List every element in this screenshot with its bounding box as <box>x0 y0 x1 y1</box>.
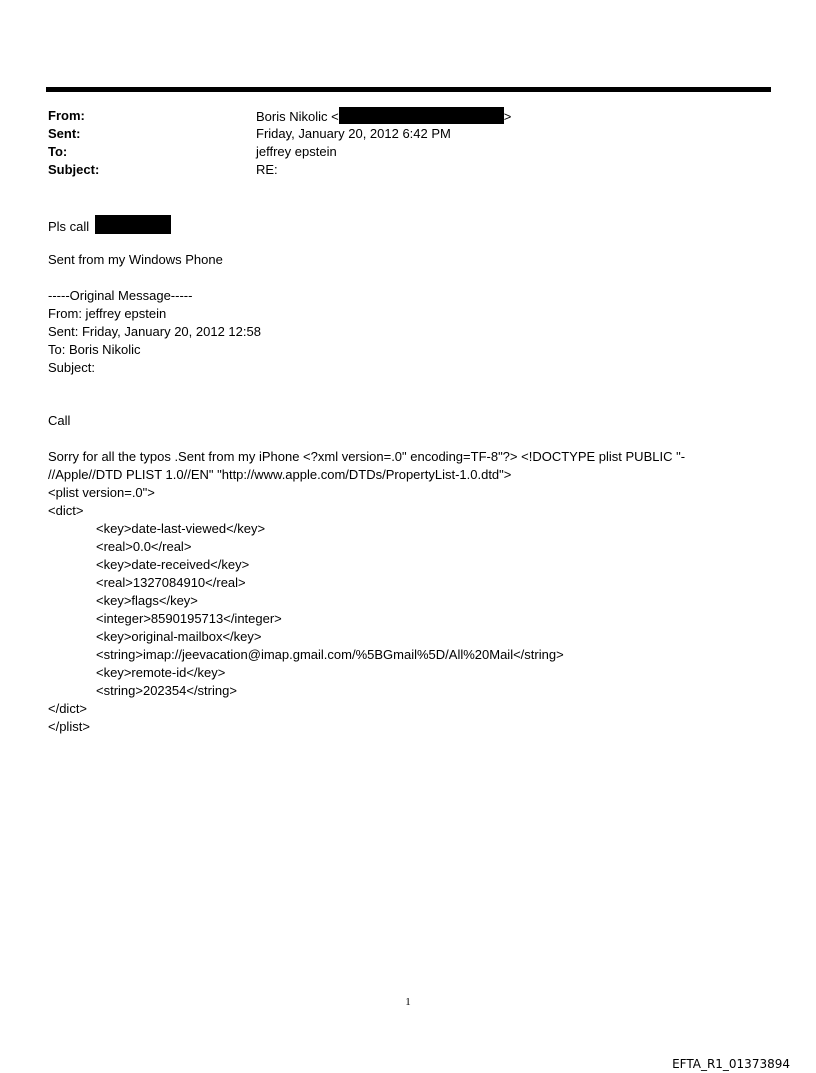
sent-value: Friday, January 20, 2012 6:42 PM <box>256 126 451 141</box>
document-id-stamp: EFTA_R1_01373894 <box>672 1057 790 1071</box>
signature-line-1: Sorry for all the typos .Sent from my iPhone <?xml version=.0" encoding=TF-8"?> <!DOCTYPE plist PUBLIC "- <box>48 449 686 464</box>
dict-line: <string>202354</string> <box>96 683 237 698</box>
original-from: From: jeffrey epstein <box>48 306 167 321</box>
redaction-box <box>95 215 171 234</box>
sent-from-windows: Sent from my Windows Phone <box>48 252 223 267</box>
original-subject: Subject: <box>48 360 95 375</box>
dict-line: <key>remote-id</key> <box>96 665 226 680</box>
redaction-box <box>339 107 504 124</box>
to-value: jeffrey epstein <box>256 144 337 159</box>
from-name: Boris Nikolic < <box>256 109 339 124</box>
subject-label: Subject: <box>48 162 100 177</box>
plist-close-tag: </plist> <box>48 719 90 734</box>
dict-open-tag: <dict> <box>48 503 84 518</box>
dict-close-tag: </dict> <box>48 701 88 716</box>
call-line: Call <box>48 413 71 428</box>
from-value-end: > <box>503 109 512 124</box>
subject-value: RE: <box>256 162 278 177</box>
original-message-separator: -----Original Message----- <box>48 288 193 303</box>
sent-label: Sent: <box>48 126 81 141</box>
dict-line: <key>date-last-viewed</key> <box>96 521 266 536</box>
dict-line: <integer>8590195713</integer> <box>96 611 282 626</box>
pls-call-text: Pls call <box>48 219 90 234</box>
dict-line: <real>1327084910</real> <box>96 575 246 590</box>
dict-line: <string>imap://jeevacation@imap.gmail.com/%5BGmail%5D/All%20Mail</string> <box>96 647 564 662</box>
to-label: To: <box>48 144 68 159</box>
page-number: 1 <box>405 996 411 1008</box>
signature-line-2: //Apple//DTD PLIST 1.0//EN" "http://www.apple.com/DTDs/PropertyList-1.0.dtd"> <box>48 467 512 482</box>
from-label: From: <box>48 108 85 123</box>
dict-line: <key>flags</key> <box>96 593 198 608</box>
dict-line: <real>0.0</real> <box>96 539 192 554</box>
header-rule <box>46 87 771 92</box>
dict-line: <key>date-received</key> <box>96 557 250 572</box>
pls-call-line <box>48 215 171 236</box>
original-sent: Sent: Friday, January 20, 2012 12:58 <box>48 324 261 339</box>
plist-open-tag: <plist version=.0"> <box>48 485 155 500</box>
original-to: To: Boris Nikolic <box>48 342 141 357</box>
from-value <box>256 107 511 126</box>
dict-line: <key>original-mailbox</key> <box>96 629 262 644</box>
